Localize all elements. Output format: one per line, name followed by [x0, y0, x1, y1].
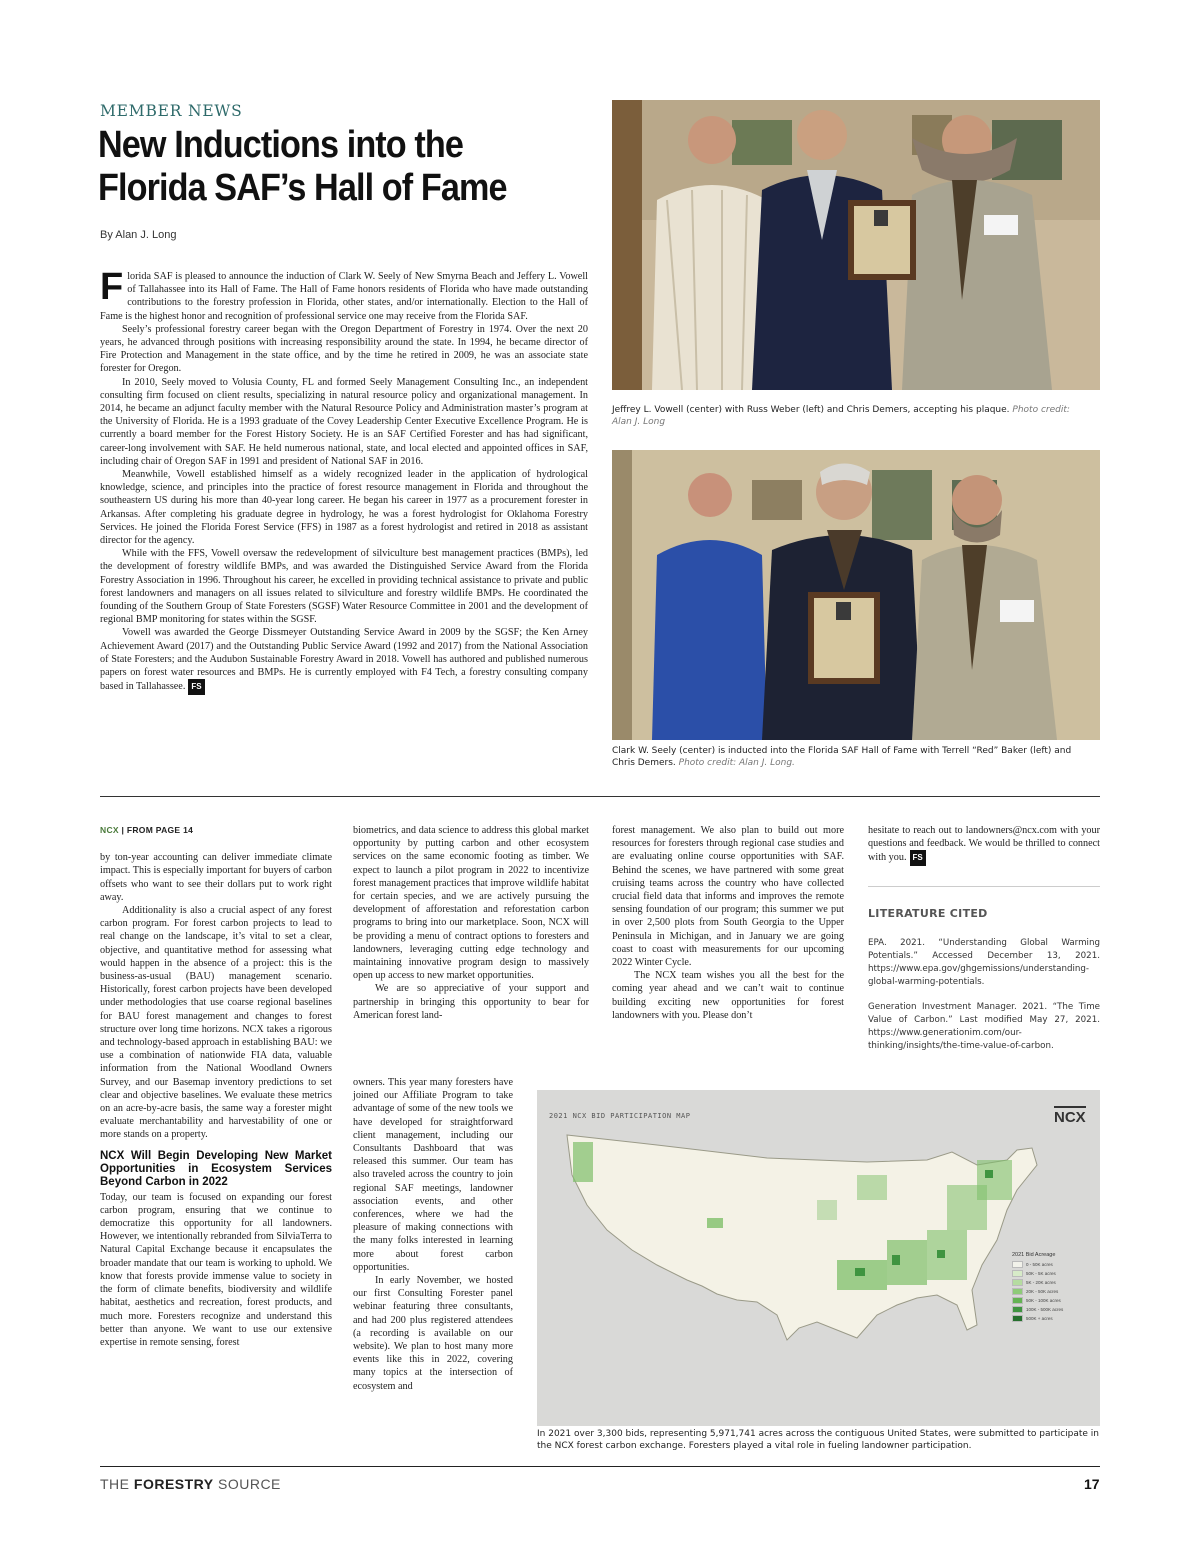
legend-swatch — [1012, 1270, 1023, 1277]
article-paragraph — [100, 626, 588, 694]
jump-line — [100, 824, 332, 837]
paragraph-text: hesitate to reach out to landowners@ncx.com with your questions and feedback. We would be thrilled to connect with you. — [868, 825, 1100, 864]
legend-label: 500K + acres — [1026, 1316, 1053, 1321]
legend-item — [1012, 1261, 1092, 1268]
article-paragraph: Today, our team is focused on expanding our forest carbon program, ensuring that we continue to democratize this opportunity for all landowners. However, we intentionally rebranded from SilviaTerra to Natural Capital Exchange because it encapsulates the broader mandate that our team is working to uphold. We know that forests provide immense value to society in the form of climate benefits, biodiversity and wildlife habitat, aesthetics and recreation, forest products, and much more. Foresters recognize and understand this better than anyone. We want to use our extensive expertise in remote sensing, forest — [100, 1191, 332, 1348]
induction-photo-seely — [612, 450, 1100, 740]
jump-text: | FROM PAGE 14 — [118, 825, 194, 835]
article-paragraph: Meanwhile, Vowell established himself as a widely recognized leader in the application of hydrological knowledge, science, and principles into the practice of forest resource management in Florida and throughout the southeastern US during his more than 40-year long career. He began his career in 1977 as a procurement forester in Arkansas. After completing his graduate degree in hydrology, he was a forest hydrologist for Oklahoma Forestry Services. He joined the Florida Forest Service (FFS) in 1987 as a forest hydrologist and retired in 2018 as assistant director for the agency. — [100, 469, 588, 547]
article-paragraph: Seely’s professional forestry career began with the Oregon Department of Forestry in 1974. Over the next 20 years, he advanced through positions with increasing responsibility around the state. In 1994, he became director of Fire Protection and Management in the state office, and by the time he retired in 2009, he was an associate state forester for Oregon. — [100, 323, 588, 375]
bid-participation-map — [537, 1090, 1100, 1426]
publication-brand: FORESTRY — [133, 1476, 214, 1492]
end-mark: FS — [910, 850, 926, 865]
legend-item — [1012, 1297, 1092, 1304]
article-paragraph: The NCX team wishes you all the best for the coming year ahead and we can’t wait to continue building exciting new opportunities for forest landowners with you. Please don’t — [612, 970, 844, 1021]
legend-swatch — [1012, 1288, 1023, 1295]
ncx-column-3 — [612, 824, 844, 1022]
legend-swatch — [1012, 1306, 1023, 1313]
ncx-column-4 — [868, 824, 1100, 866]
paragraph-text: Vowell was awarded the George Dissmeyer Outstanding Service Award in 2009 by the SGSF; the Ken Arney Achievement Award (2017) and the Outstanding Public Service Award (1992 and 2017) from the National Association of State Foresters; and the Audubon Sustainable Forestry Award in 2018. Vowell has authored and published numerous papers on forest water resources and BMPs. He is currently employed with F4 Tech, a forestry consulting company based in Tallahassee. — [100, 627, 588, 693]
section-kicker: MEMBER NEWS — [100, 102, 243, 120]
article-paragraph: In early November, we hosted our first Consulting Forester panel webinar featuring three consultants, and had 200 plus registered attendees (a recording is available on our website). We plan to host many more events like this in 2022, covering many topics at the intersection of ecosystem and — [353, 1275, 513, 1392]
literature-cited — [868, 937, 1100, 1065]
lit-divider — [868, 886, 1100, 887]
legend-label: 20K - 50K acres — [1026, 1289, 1059, 1294]
footer-rule — [100, 1466, 1100, 1467]
article-paragraph: by ton-year accounting can deliver immediate climate impact. This is especially important for buyers of carbon offsets who want to see their dollars put to work right away. — [100, 852, 332, 903]
ncx-column-1 — [100, 824, 332, 1349]
publication-suffix: SOURCE — [213, 1476, 281, 1492]
ncx-logo: NCX — [1054, 1106, 1086, 1126]
article-paragraph: biometrics, and data science to address this global market opportunity by putting carbon and other ecosystem services on the same economic footing as timber. We expect to launch a pilot program in 2022 to incentivize forest management practices that improve wildlife habitat for certain species, and we are actively pursuing the development of afforestation and reforestation carbon programs to bring into our marketplace. Soon, NCX will be providing a menu of contract options to foresters and landowners, leveraging cutting edge technology and maintaining innovative program design to massively open up access to new market opportunities. — [353, 825, 589, 982]
legend-label: 5K - 20K acres — [1026, 1280, 1056, 1285]
literature-heading: LITERATURE CITED — [868, 907, 988, 920]
legend-swatch — [1012, 1315, 1023, 1322]
publication-prefix: THE — [100, 1476, 134, 1492]
legend-title: 2021 Bid Acreage — [1012, 1252, 1056, 1258]
caption-text: Clark W. Seely (center) is inducted into the Florida SAF Hall of Fame with Terrell “Red” Baker (left) and Chris Demers. — [612, 746, 1072, 768]
legend-item — [1012, 1279, 1092, 1286]
publication-name — [100, 1476, 281, 1492]
article-paragraph: Additionality is also a crucial aspect of any forest carbon program. For forest carbon projects to lead to real change on the landscape, it’s vital to set a clear, objective, and quantitative method for assessing what would happen in the absence of a project: this is the business-as-usual (BAU) management scenario. Historically, forest carbon projects have been developed under methodologies that use coarse regional baselines for BAU forest management and changes to forest structure over long time horizons. NCX takes a rigorous and technology-based approach in establishing BAU: we use a combination of nationwide FIA data, valuable information from the National Woodland Owners Survey, and our Basemap inventory predictions to set clear and objective baselines. We evaluate these metrics on an acre-by-acre basis, the same way a forester might evaluate merchantability and harvestability of one or more stands on a property. — [100, 905, 332, 1141]
article-paragraph: forest management. We also plan to build out more resources for foresters through regional case studies and are evaluating online course opportunities with SAF. Behind the scenes, we have partnered with some great cruising teams across the country who have collected crucial field data that informs and improves the remote sensing foundation of our program; this summer we put in over 2,500 plots from South Georgia to the Upper Peninsula in Michigan, and in January we are going coast to coast with measurements for our upcoming 2022 Winter Cycle. — [612, 825, 844, 969]
legend-item — [1012, 1270, 1092, 1277]
photo-illustration — [612, 450, 1100, 740]
induction-photo-vowell — [612, 100, 1100, 390]
map-legend — [1012, 1252, 1092, 1324]
legend-label: 50K - 100K acres — [1026, 1298, 1061, 1303]
drop-cap: F — [100, 266, 124, 308]
legend-label: 0 - 50K acres — [1026, 1262, 1053, 1267]
subheading: NCX Will Begin Developing New Market Opportunities in Ecosystem Services Beyond Carbon in 2022 — [100, 1149, 332, 1188]
page-title: New Inductions into the Florida SAF’s Hall of Fame — [98, 124, 507, 209]
ncx-column-2 — [353, 824, 589, 1022]
map-caption: In 2021 over 3,300 bids, representing 5,971,741 acres across the contiguous United States, were submitted to participate in the NCX forest carbon exchange. Foresters played a vital role in fueling landowner participation. — [537, 1429, 1099, 1451]
legend-swatch — [1012, 1297, 1023, 1304]
byline: By Alan J. Long — [100, 229, 177, 241]
reference: Generation Investment Manager. 2021. “The Time Value of Carbon.” Last modified May 27, 2021. https://www.generationim.com/our-thinking/insights/the-time-value-of-carbon. — [868, 1002, 1100, 1051]
paragraph-text: lorida SAF is pleased to announce the induction of Clark W. Seely of New Smyrna Beach and Jeffery L. Vowell of Tallahassee into its Hall of Fame. The Hall of Fame honors residents of Florida who have made outstanding contributions to the forestry profession in Florida, other states, and/or internationally. Election to the Hall of Fame is the highest honor and recognition of professional service one may receive from the Florida SAF. — [100, 271, 588, 322]
article-body — [100, 266, 588, 695]
legend-swatch — [1012, 1261, 1023, 1268]
legend-items — [1012, 1261, 1092, 1322]
legend-label: 50K - 5K acres — [1026, 1271, 1056, 1276]
reference: EPA. 2021. “Understanding Global Warming Potentials.” Accessed December 13, 2021. https://www.epa.gov/ghgemissions/understanding-global-warming-potentials. — [868, 938, 1100, 987]
jump-brand: NCX — [100, 825, 119, 835]
photo-credit: Photo credit: Alan J. Long — [612, 405, 1070, 427]
photo-caption-1 — [612, 404, 1092, 428]
photo-illustration — [612, 100, 1100, 390]
legend-item — [1012, 1288, 1092, 1295]
photo-caption-2 — [612, 745, 1096, 769]
article-paragraph — [100, 266, 588, 323]
photo-credit: Photo credit: Alan J. Long. — [678, 758, 795, 768]
article-paragraph: In 2010, Seely moved to Volusia County, FL and formed Seely Management Consulting Inc., an independent consulting firm focused on client results, specializing in natural resource policy and organizational management. In 2014, he became an adjunct faculty member with the Natural Resource Policy and Administration master’s program at the University of Florida. He is a 1993 graduate of the Covey Leadership Center Executive Excellence Program. He is currently a board member for the Forest History Society. He is an SAF Certified Forester and has had significant, career-long involvement with SAF. He held numerous national, state, and local elected and appointed offices in SAF, including chair of Oregon SAF in 1991 and president of National SAF in 2016. — [100, 376, 588, 467]
ncx-column-2-narrow — [353, 1076, 513, 1393]
caption-text: Jeffrey L. Vowell (center) with Russ Weber (left) and Chris Demers, accepting his plaque. — [612, 405, 1010, 415]
article-paragraph: While with the FFS, Vowell oversaw the redevelopment of silviculture best management practices (BMPs), led the development of forestry wildlife BMPs, and was awarded the Distinguished Service Award from the Florida Forestry Association in 1996. Throughout his career, he excelled in providing technical assistance to private and public forest landowners and managers on all issues related to silviculture and forestry wildlife BMPs. He coordinated the founding of the Southern Group of State Foresters (SGSF) Water Resource Committee in 2001 and the development of regional BMP monitoring for states within the SGSF. — [100, 548, 588, 626]
map-title: 2021 NCX BID PARTICIPATION MAP — [549, 1112, 691, 1120]
legend-item — [1012, 1306, 1092, 1313]
article-paragraph: owners. This year many foresters have joined our Affiliate Program to take advantage of some of the new tools we have developed for straightforward client management, including our Consultants Dashboard that was released this summer. Our team has also traveled across the country to join regional SAF meetings, landowner association events, and other conferences, where we had the pleasure of making connections with the many folks interested in learning more about forest carbon opportunities. — [353, 1077, 513, 1273]
end-mark: FS — [188, 679, 204, 694]
article-paragraph: We are so appreciative of your support and partnership in bringing this opportunity to bear for American forest land- — [353, 983, 589, 1021]
page-number: 17 — [1084, 1476, 1100, 1492]
section-divider — [100, 796, 1100, 797]
legend-swatch — [1012, 1279, 1023, 1286]
legend-item — [1012, 1315, 1092, 1322]
article-paragraph — [868, 824, 1100, 866]
legend-label: 100K - 500K acres — [1026, 1307, 1064, 1312]
